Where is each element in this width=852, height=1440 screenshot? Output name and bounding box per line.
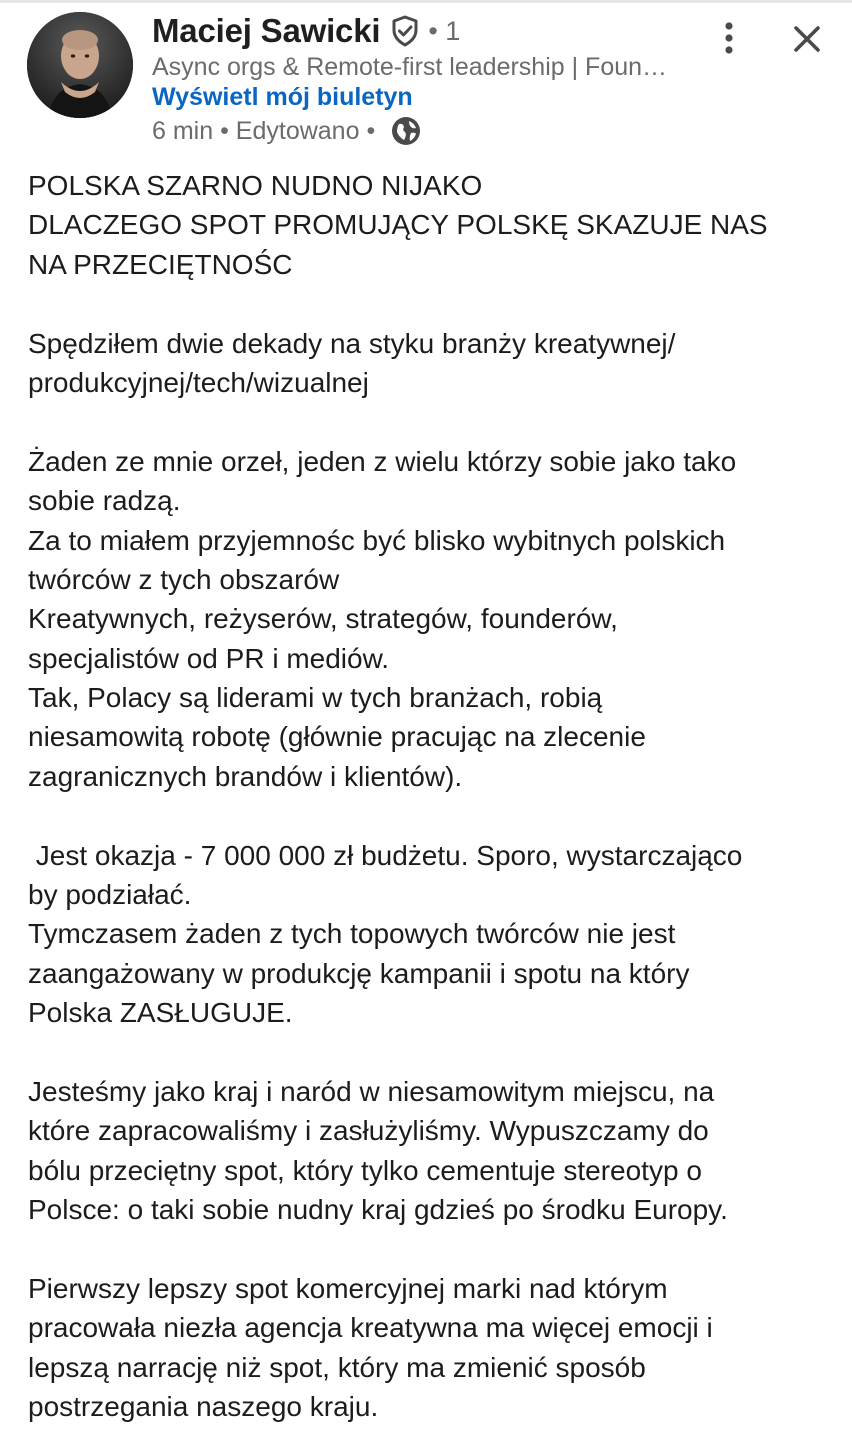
post-text-line: Pierwszy lepszy spot komercyjnej marki nad którym	[28, 1272, 668, 1304]
author-headline: Async orgs & Remote-first leadership | Foun…	[152, 53, 668, 81]
post-text-line: Żaden ze mnie orzeł, jeden z wielu którzy sobie jako tako	[28, 445, 737, 477]
post-text-line: sobie radzą.	[28, 485, 181, 517]
post-text-line: Za to miałem przyjemnośc być blisko wybitnych polskich	[28, 524, 726, 556]
post-text-line: POLSKA SZARNO NUDNO NIJAKO	[28, 170, 483, 201]
post-text-line: Kreatywnych, reżyserów, strategów, founderów,	[28, 603, 618, 635]
newsletter-link[interactable]: Wyświetl mój biuletyn	[152, 83, 413, 111]
post-text-line: NA PRZECIĘTNOŚC	[28, 248, 293, 280]
post-text-line: niesamowitą robotę (głównie pracując na zlecenie	[28, 721, 646, 753]
post-text-line: Jesteśmy jako kraj i naród w niesamowitym miejscu, na	[28, 1075, 715, 1107]
post-text-line: Jest okazja - 7 000 000 zł budżetu. Sporo, wystarczająco	[28, 839, 743, 871]
author-name[interactable]: Maciej Sawicki	[152, 12, 381, 49]
top-divider	[0, 0, 852, 3]
post-text-line: które zapracowaliśmy i zasłużyliśmy. Wypuszczamy do	[28, 1115, 709, 1147]
more-options-icon[interactable]	[712, 18, 746, 58]
post-meta	[152, 115, 422, 147]
post-text-line: by podziałać.	[28, 879, 192, 911]
post-text-line: Tymczasem żaden z tych topowych twórców nie jest	[28, 918, 676, 950]
post-text-line: Tak, Polacy są liderami w tych branżach, robią	[28, 682, 603, 714]
avatar-photo-icon	[27, 12, 133, 118]
paragraph-gap	[28, 284, 838, 323]
post-text-line: Spędziłem dwie dekady na styku branży kreatywnej/	[28, 327, 676, 359]
close-icon[interactable]	[788, 20, 826, 58]
author-row	[152, 12, 460, 50]
meta-separator: •	[359, 116, 383, 145]
post-time: 6 min	[152, 116, 214, 145]
post-text-line: specjalistów od PR i mediów.	[28, 642, 390, 674]
paragraph-gap	[28, 1033, 838, 1072]
post-text-line: postrzegania naszego kraju.	[28, 1391, 379, 1423]
post-text-line: zaangażowany w produkcję kampanii i spotu na który	[28, 957, 690, 989]
paragraph-gap	[28, 1230, 838, 1269]
paragraph-gap	[28, 796, 838, 835]
post-text-line: twórców z tych obszarów	[28, 563, 340, 595]
meta-separator: •	[213, 116, 236, 145]
post-text-line: zagranicznych brandów i klientów).	[28, 760, 463, 792]
globe-icon	[390, 115, 422, 147]
post-text-line: pracowała niezła agencja kreatywna ma więcej emocji i	[28, 1312, 713, 1344]
post-text-line: bólu przeciętny spot, który tylko cementuje stereotyp o	[28, 1154, 702, 1186]
verified-shield-icon	[388, 14, 422, 48]
post-body	[28, 166, 838, 1427]
post-text-line: DLACZEGO SPOT PROMUJĄCY POLSKĘ SKAZUJE NAS	[28, 209, 768, 241]
author-avatar[interactable]	[27, 12, 133, 118]
post-text-line: produkcyjnej/tech/wizualnej	[28, 366, 369, 398]
post-text-line: lepszą narrację niż spot, który ma zmienić sposób	[28, 1351, 646, 1383]
post-text-line: Polsce: o taki sobie nudny kraj gdzieś po środku Europy.	[28, 1194, 728, 1226]
edited-label: Edytowano	[235, 116, 360, 145]
connection-degree: • 1	[428, 15, 461, 46]
post-text-line: Polska ZASŁUGUJE.	[28, 997, 293, 1029]
paragraph-gap	[28, 402, 838, 441]
